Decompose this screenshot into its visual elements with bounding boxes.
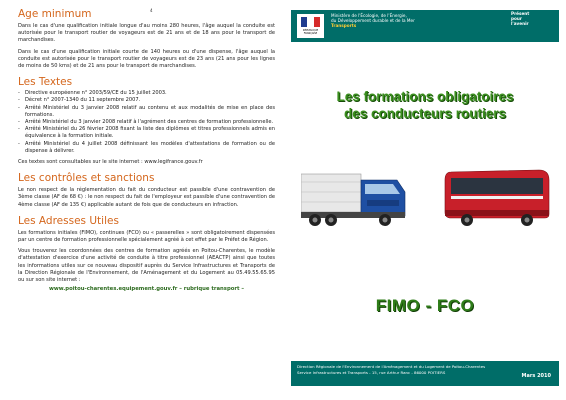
ministry-line: du Développement durable et de la Mer: [331, 18, 415, 24]
website-link[interactable]: www.poitou-charentes.equipement.gouv.fr – rubrique transport –: [48, 286, 245, 293]
right-panel: [283, 0, 566, 400]
tagline-line: pour: [511, 15, 522, 21]
logo-text: RÉPUBLIQUE FRANÇAISE: [302, 29, 319, 35]
ministry-line-transports: Transports: [331, 23, 357, 29]
legifrance-note: Ces textes sont consultables sur le site internet : www.legifrance.gouv.fr: [18, 159, 203, 166]
bus-icon: [445, 170, 549, 226]
fimo-fco-title: FIMO - FCO: [375, 296, 475, 315]
texts-list: [18, 90, 275, 155]
truck-icon: [301, 174, 405, 226]
tagline: [511, 12, 541, 26]
paragraph: Vous trouverez les coordonnées des centres de formation agréés en Poitou-Charentes, le modèle d'attestation d'exercice d'une activité de conduite à titre professionnel (AEACTP) ainsi que toutes les informations utiles sur ce nouveau dispositif auprès du Service Infrastructures et Transports de la Direction Régionale de l'Environnement, de l'Aménagement et du Logement au 05.49.55.65.95 ou sur son site internet :: [18, 248, 275, 284]
paragraph: Dans le cas d'une qualification initiale courte de 140 heures ou d'une dispense, l'âge auquel la conduite est autorisée pour le transport routier de voyageurs est de 23 ans (21 ans pour les lignes de moins de 50 kms) et de 21 ans pour le transport de marchandises.: [18, 48, 275, 70]
heading-les-textes: Les Textes: [18, 76, 73, 89]
ministry-name: [331, 13, 461, 29]
list-item: - Arrêté Ministériel du 26 février 2008 fixant la liste des diplômes et titres professionnels admis en équivalence à la formation initiale.: [18, 126, 275, 140]
list-item: - Directive européenne n° 2003/59/CE du 15 juillet 2003.: [18, 90, 275, 97]
footer-line: Service Infrastructures et Transports - 15, rue Arthur Ranc - 86000 POITIERS: [297, 370, 446, 375]
republic-logo: [297, 14, 324, 38]
paragraph: Les formations initiales (FIMO), continues (FCO) ou « passerelles » sont obligatoirement dispensées par un centre de formation professionnelle spécialement agréé à cet effet par le Préfet de Région.: [18, 229, 275, 244]
list-item: - Arrêté Ministériel du 4 juillet 2008 définissant les modèles d'attestations de formation ou de dispense à délivrer.: [18, 141, 275, 155]
tagline-line: l'avenir: [511, 20, 529, 26]
heading-age-minimum: Age minimum: [18, 8, 92, 20]
title-line: Les formations obligatoires: [336, 89, 514, 104]
header-band: [291, 10, 559, 42]
main-title: [291, 88, 559, 122]
list-item: - Arrêté Ministériel du 3 janvier 2008 relatif au contenu et aux modalités de mise en place des formations.: [18, 105, 275, 119]
ministry-line: Ministère de l'Écologie, de l'Énergie,: [331, 13, 407, 18]
list-item: - Décret n° 2007-1340 du 11 septembre 2007.: [18, 97, 275, 104]
tagline-line: Présent: [511, 11, 530, 16]
page-number: 4: [150, 8, 153, 13]
vehicles-illustration: [301, 166, 551, 232]
paragraph: Dans le cas d'une qualification initiale longue d'au moins 280 heures, l'âge auquel la conduite est autorisée pour le transport routier de voyageurs est de 21 ans et de 18 ans pour le transport de marchandises.: [18, 23, 275, 44]
title-line: des conducteurs routiers: [343, 106, 507, 121]
paragraph: Le non respect de la réglementation du fait du conducteur est passible d'une contravention de 3ème classe (AF de 68 €) : le non respect du fait de l'employeur est passible d'une contravention de 4ème classe (AF de 135 €) applicable autant de fois que de conducteurs en infraction.: [18, 187, 275, 208]
list-item: - Arrêté Ministériel du 3 janvier 2008 relatif à l'agrément des centres de formation professionnelle.: [18, 119, 275, 126]
footer-band: [291, 361, 559, 386]
heading-controles-sanctions: Les contrôles et sanctions: [18, 172, 155, 185]
footer-date: Mars 2010: [521, 373, 551, 379]
french-flag-icon: [301, 17, 320, 27]
footer-line: Direction Régionale de l'Environnement de l'Aménagement et du Logement de Poitou-Charentes: [297, 364, 486, 369]
heading-adresses-utiles: Les Adresses Utiles: [18, 214, 119, 227]
